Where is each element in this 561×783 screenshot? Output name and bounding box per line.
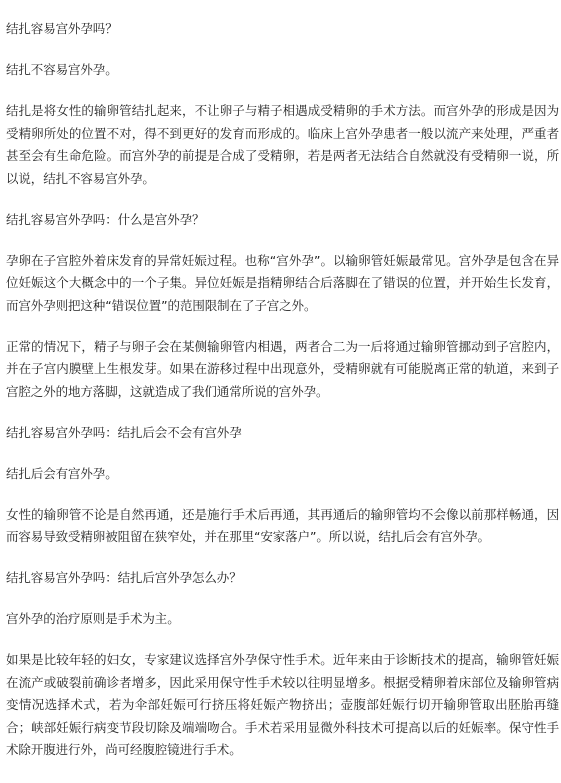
heading-question: 结扎容易宫外孕吗？ <box>6 21 118 36</box>
body-paragraph: 结扎是将女性的输卵管结扎起来，不让卵子与精子相遇成受精卵的手术方法。而宫外孕的形成是因为受精卵所处的位置不对，得不到更好的发育而形成的。临床上宫外孕患者一般以流产来处理，严重者甚至会有生命危险。而宫外孕的前提是合成了受精卵，若是两者无法结合自然就没有受精卵一说，所以说，结扎不容易宫外孕。 <box>6 103 559 186</box>
body-paragraph: 女性的输卵管不论是自然再通，还是施行手术后再通，其再通后的输卵管均不会像以前那样畅通，因而容易导致受精卵被阻留在狭窄处，并在那里“安家落户”。所以说，结扎后会有宫外孕。 <box>6 506 559 544</box>
answer-text: 宫外孕的治疗原则是手术为主。 <box>6 611 180 626</box>
answer-text: 结扎不容易宫外孕。 <box>6 62 118 77</box>
body-paragraph: 正常的情况下，精子与卵子会在某侧输卵管内相遇，两者合二为一后将通过输卵管挪动到子宫腔内，并在子宫内膜壁上生根发芽。如果在游移过程中出现意外，受精卵就有可能脱离正常的轨道，来到子宫腔之外的地方落脚，这就造成了我们通常所说的宫外孕。 <box>6 338 559 399</box>
section-heading-what-is: 结扎容易宫外孕吗：什么是宫外孕？ <box>6 211 205 227</box>
section-heading-what-to-do: 结扎容易宫外孕吗：结扎后宫外孕怎么办？ <box>6 570 242 585</box>
section-heading-after-ligation: 结扎容易宫外孕吗：结扎后会不会有宫外孕 <box>6 424 242 440</box>
body-paragraph: 如果是比较年轻的妇女，专家建议选择宫外孕保守性手术。近年来由于诊断技术的提高，输卵管妊娠在流产或破裂前确诊者增多，因此采用保守性手术较以往明显增多。根据受精卵着床部位及输卵管病变情况选择术式，若为伞部妊娠可行挤压将妊娠产物挤出；壶腹部妊娠行切开输卵管取出胚胎再缝合；峡部妊娠行病变节段切除及端端吻合。手术若采用显微外科技术可提高以后的妊娠率。保守性手术除开腹进行外，尚可经腹腔镜进行手术。 <box>6 652 559 757</box>
body-paragraph: 孕卵在子宫腔外着床发育的异常妊娠过程。也称“宫外孕”。以输卵管妊娠最常见。宫外孕是包含在异位妊娠这个大概念中的一个子集。异位妊娠是指精卵结合后落脚在了错误的位置，并开始生长发育，而宫外孕则把这种“错误位置”的范围限制在了子宫之外。 <box>6 252 559 313</box>
answer-text: 结扎后会有宫外孕。 <box>6 465 118 481</box>
article-body <box>6 18 559 780</box>
